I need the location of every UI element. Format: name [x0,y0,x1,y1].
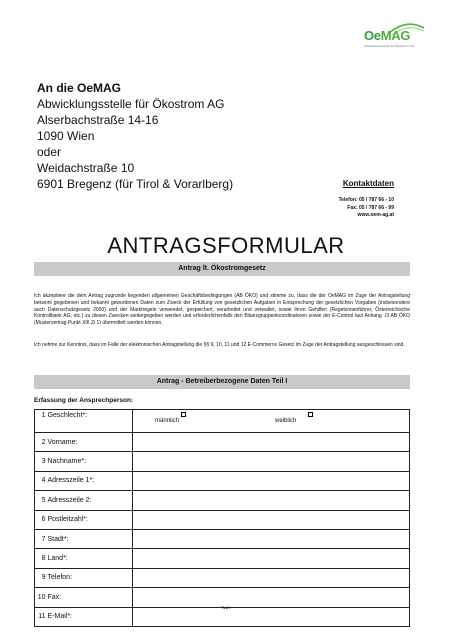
contact-block [339,179,395,220]
row-number: 4 [35,471,47,490]
section-header-betreiberdaten: Antrag - Betreiberbezogene Daten Teil I [34,375,410,389]
row-number: 5 [35,491,47,510]
gender-field[interactable] [133,410,410,433]
field-label: Vorname: [47,433,133,452]
consent-paragraph: Ich akzeptiere die dem Antrag zugrunde liegenden allgemeinen Geschäftsbedingungen (AB ÖKO) und stimme zu, dass die der OeMAG im Zuge der Antragstellung bekannt gegebenen und bekannt gewordenen Daten zum Zweck der Erfüllung von gesetzlichen Aufgaben in Entsprechung der gesetzlichen Vorgaben (insbesondere auch Datenschutzgesetz 2000) und der Marktregeln verwendet, gespeichert, verarbeitet und verwaltet, sowie ihren Gehilfen (Regelzonenführer, Österreichische Kontrollbank AG, etc.) zu diesen Zwecken weitergegeben werden und erforderlichenfalls den Bilanzgruppenkoordinatoren sowie der E-Control laut Anhang ./3 AB ÖKO (Mustervertrag Punkt XIII Zi 1) übermittelt werden können. [34,293,410,327]
address-line: 1090 Wien [37,129,95,143]
page-title: ANTRAGSFORMULAR [107,233,345,258]
form-row [35,510,410,529]
gender-option-female[interactable] [275,418,296,424]
form-row [35,549,410,568]
field-label: Postleitzahl*: [47,510,133,529]
address-line: oder [37,145,62,159]
checkbox-female[interactable] [308,412,313,417]
form-row [35,568,410,587]
contact-fax: Fax: 05 / 787 66 - 99 [347,204,394,211]
field-input[interactable] [133,471,410,490]
field-input[interactable] [133,549,410,568]
field-label: Geschlecht*: [47,410,133,433]
row-number: 10 [35,588,47,607]
field-label: Telefon: [47,568,133,587]
field-label: Nachname*: [47,452,133,471]
field-input[interactable] [133,510,410,529]
address-line: 6901 Bregenz (für Tirol & Vorarlberg) [37,177,234,191]
contact-web-link[interactable]: www.oem-ag.at [357,212,394,218]
address-recipient: An die OeMAG [37,81,122,95]
field-label: E-Mail*: [47,607,133,626]
gender-option-male[interactable] [155,418,179,424]
row-number: 8 [35,549,47,568]
form-row [35,410,410,433]
form-row [35,452,410,471]
row-number: 1 [35,410,47,433]
form-row [35,471,410,490]
ecommerce-paragraph: Ich nehme zur Kenntnis, dass im Falle der elektronischen Antragstellung die §§ 9, 10, 11 und 12 E-Commerce Gesetz im Zuge der Antragstellung ausgeschlossen sind. [34,342,405,348]
oemag-logo [364,22,428,52]
field-label: Adresszeile 1*: [47,471,133,490]
field-label: Fax: [47,588,133,607]
field-label: Stadt*: [47,529,133,548]
contact-phone: Telefon: 05 / 787 66 - 10 [338,197,394,203]
row-number: 11 [35,607,47,626]
contact-person-form [34,409,410,627]
form-row [35,491,410,510]
row-number: 2 [35,433,47,452]
address-line: Alserbachstraße 14-16 [37,113,159,127]
field-input[interactable] [133,529,410,548]
checkbox-male[interactable] [181,412,186,417]
row-number: 6 [35,510,47,529]
gender-male-label: männlich [155,418,180,424]
page-footer: Teil I [221,605,231,610]
row-number: 7 [35,529,47,548]
form-row [35,433,410,452]
logo-wordmark: OeMAG [364,28,411,43]
gender-female-label: weiblich [275,418,297,424]
section-header-oekostromgesetz: Antrag lt. Ökostromgesetz [34,262,410,276]
row-number: 3 [35,452,47,471]
address-line: Abwicklungsstelle für Ökostrom AG [37,97,225,111]
row-number: 9 [35,568,47,587]
form-row [35,529,410,548]
field-input[interactable] [133,452,410,471]
field-input[interactable] [133,433,410,452]
field-label: Adresszeile 2: [47,491,133,510]
field-input[interactable] [133,491,410,510]
field-input[interactable] [133,568,410,587]
contact-person-subheading: Erfassung der Ansprechperson: [34,397,134,404]
field-label: Land*: [47,549,133,568]
logo-tagline: Abwicklungsstelle für Ökostrom AG [364,44,415,48]
address-line: Weidachstraße 10 [37,161,135,175]
recipient-address [37,80,233,192]
contact-title: Kontaktdaten [342,179,394,188]
